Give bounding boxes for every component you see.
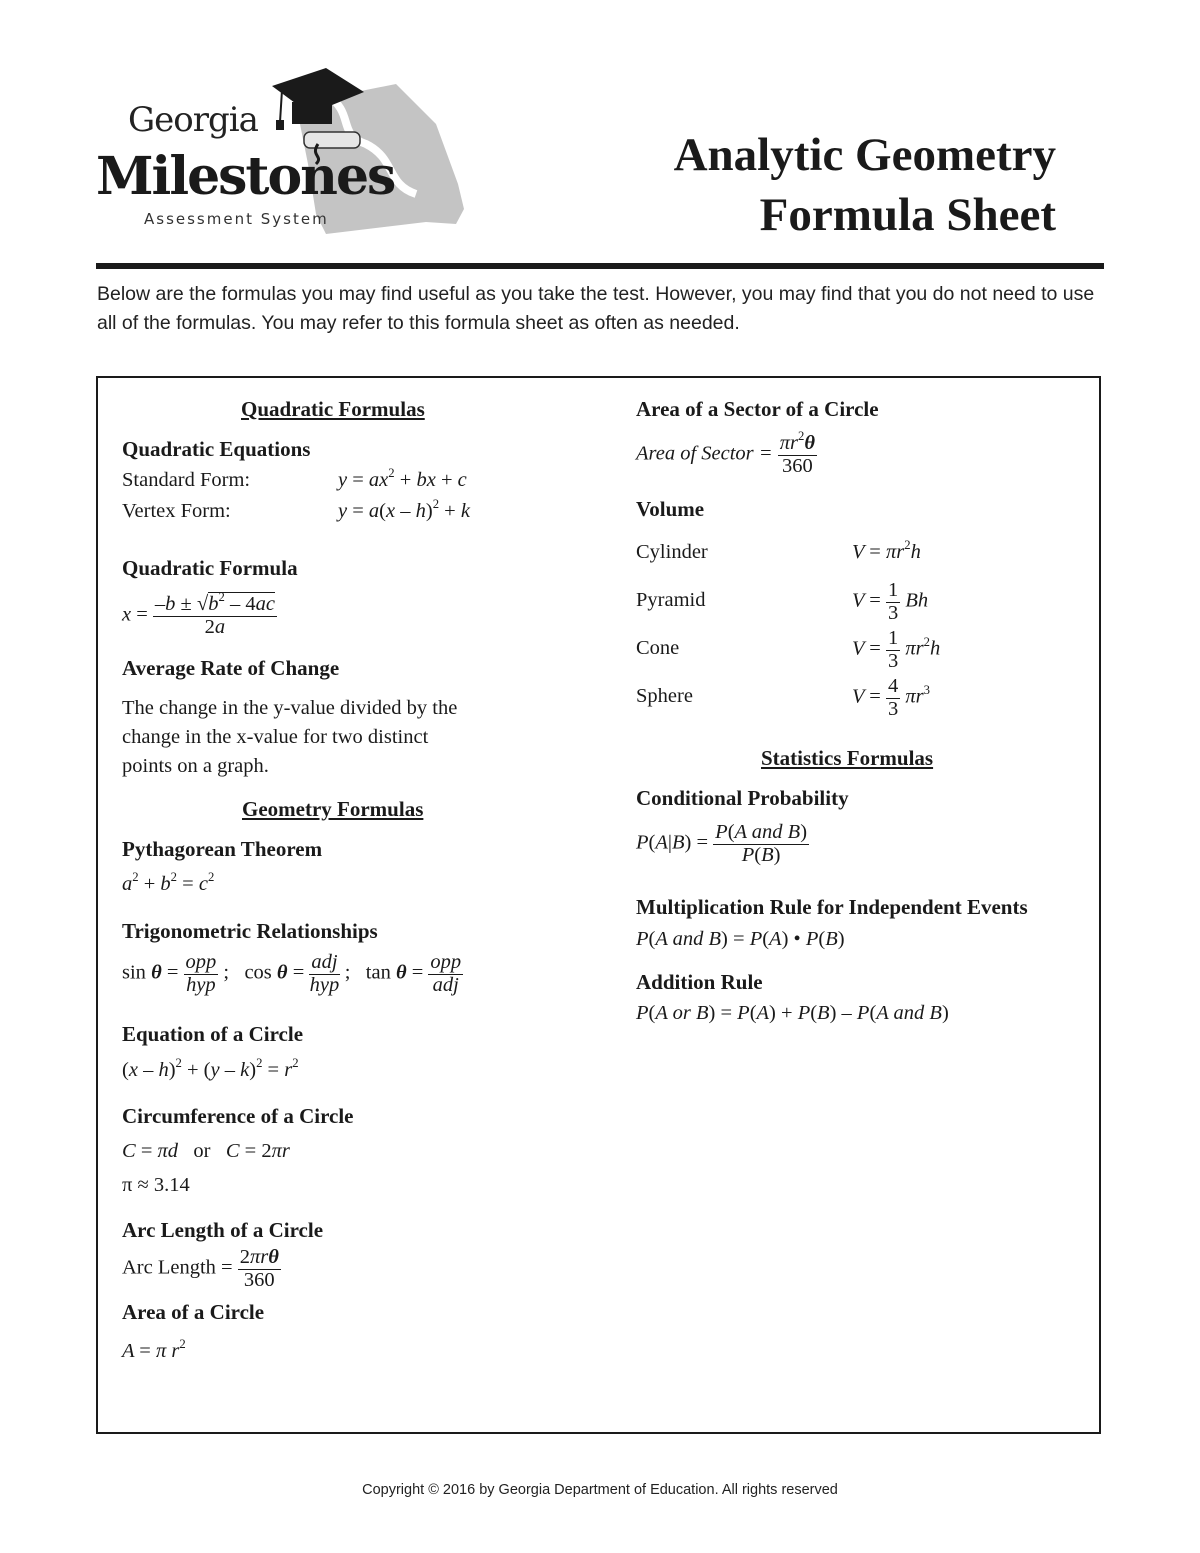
average-rate-heading: Average Rate of Change: [122, 656, 340, 680]
arc-length-label: Arc Length =: [122, 1256, 233, 1279]
sector-formula: Area of Sector = $\frac{\pi r^2\theta}{360}$: [636, 429, 815, 477]
pythagorean-heading: Pythagorean Theorem: [122, 837, 323, 861]
arc-length-formula: Arc Length = $\frac{\text{2πrθ}}{360}$: [122, 1246, 279, 1291]
logo-georgia-text: Georgia: [128, 100, 258, 140]
cylinder-formula: $V = \pi r^2h$: [852, 538, 921, 563]
cone-formula: V = $\frac{1}{3}$ $\pi r^2h$: [852, 627, 941, 672]
vertex-form-label: Vertex Form:: [122, 500, 231, 522]
circle-equation-formula: $(x - h)^2 + (y - k)^2 = r^2$: [122, 1056, 299, 1081]
quadratic-equations-heading: Quadratic Equations: [122, 437, 311, 461]
header-divider: [96, 263, 1104, 269]
quadratic-formula-heading: Quadratic Formula: [122, 556, 298, 580]
volume-shape-pyramid: Pyramid: [636, 589, 706, 611]
logo-milestones-text: Milestones: [96, 146, 395, 207]
average-rate-line1: The change in the y-value divided by the: [122, 697, 458, 719]
document-title-line1: Analytic Geometry: [673, 129, 1056, 181]
pythagorean-formula: $a^2 + b^2 = c^2$: [122, 870, 215, 895]
multiplication-rule-formula: P(A and B) = P(A) • P(B): [636, 928, 845, 950]
geometry-formulas-header: Geometry Formulas: [242, 797, 424, 821]
sector-label: Area of Sector =: [636, 442, 773, 465]
average-rate-line2: change in the x-value for two distinct: [122, 726, 429, 748]
circumference-heading: Circumference of a Circle: [122, 1104, 354, 1128]
pyramid-formula: V = $\frac{1}{3}$ Bh: [852, 579, 929, 624]
sector-denominator: 360: [782, 454, 813, 477]
logo-assessment-text: Assessment System: [144, 210, 329, 228]
volume-heading: Volume: [636, 497, 705, 521]
intro-text: Below are the formulas you may find useful as you take the test. However, you may find that you do not need to use all of the formulas. You may refer to this formula sheet as often as needed.: [97, 283, 1095, 334]
volume-shape-cylinder: Cylinder: [636, 541, 708, 563]
document-title-line2: Formula Sheet: [759, 189, 1056, 241]
volume-shape-cone: Cone: [636, 637, 680, 659]
multiplication-rule-heading: Multiplication Rule for Independent Events: [636, 895, 1028, 919]
sector-heading: Area of a Sector of a Circle: [636, 397, 879, 421]
trig-heading: Trigonometric Relationships: [122, 919, 378, 943]
addition-rule-formula: P(A or B) = P(A) + P(B) – P(A and B): [636, 1002, 949, 1024]
pi-approximation: π ≈ 3.14: [122, 1174, 190, 1196]
quadratic-formulas-header: Quadratic Formulas: [241, 397, 425, 421]
sphere-formula: V = $\frac{4}{3}$ $\pi r^3$: [852, 675, 930, 720]
circumference-formula: C = πd or C = 2πr: [122, 1140, 290, 1162]
standard-form-formula: $y = ax^2$ + bx + c: [338, 466, 467, 491]
conditional-probability-formula: P(A|B) = $\frac{\text{P(A and B)}}{P(B)}$: [636, 821, 808, 866]
area-circle-heading: Area of a Circle: [122, 1300, 265, 1324]
conditional-probability-heading: Conditional Probability: [636, 786, 849, 810]
circle-equation-heading: Equation of a Circle: [122, 1022, 304, 1046]
statistics-formulas-header: Statistics Formulas: [761, 746, 934, 770]
area-circle-formula: A = π $r^2$: [122, 1337, 186, 1362]
vertex-form-formula: y = a(x – h)$^2$ + k: [338, 497, 470, 522]
trig-formulas: sin θ = $\frac{\text{opp}}{\text{hyp}}$ ; cos θ = $\frac{\text{adj}}{\text{hyp}}$ ; tan θ = $\frac{\text{opp}}{\text{adj}}$: [122, 951, 462, 996]
volume-shape-sphere: Sphere: [636, 685, 693, 707]
circumference-or: or: [193, 1140, 211, 1162]
quadratic-formula: x = $\frac{-b \pm √b^2 - 4ac}{2a}$: [122, 590, 275, 638]
arc-length-heading: Arc Length of a Circle: [122, 1218, 324, 1242]
copyright-footer: Copyright © 2016 by Georgia Department of Education. All rights reserved: [362, 1482, 838, 1498]
addition-rule-heading: Addition Rule: [636, 970, 763, 994]
standard-form-label: Standard Form:: [122, 469, 251, 491]
average-rate-text: [122, 694, 522, 781]
average-rate-line3: points on a graph.: [122, 755, 269, 777]
